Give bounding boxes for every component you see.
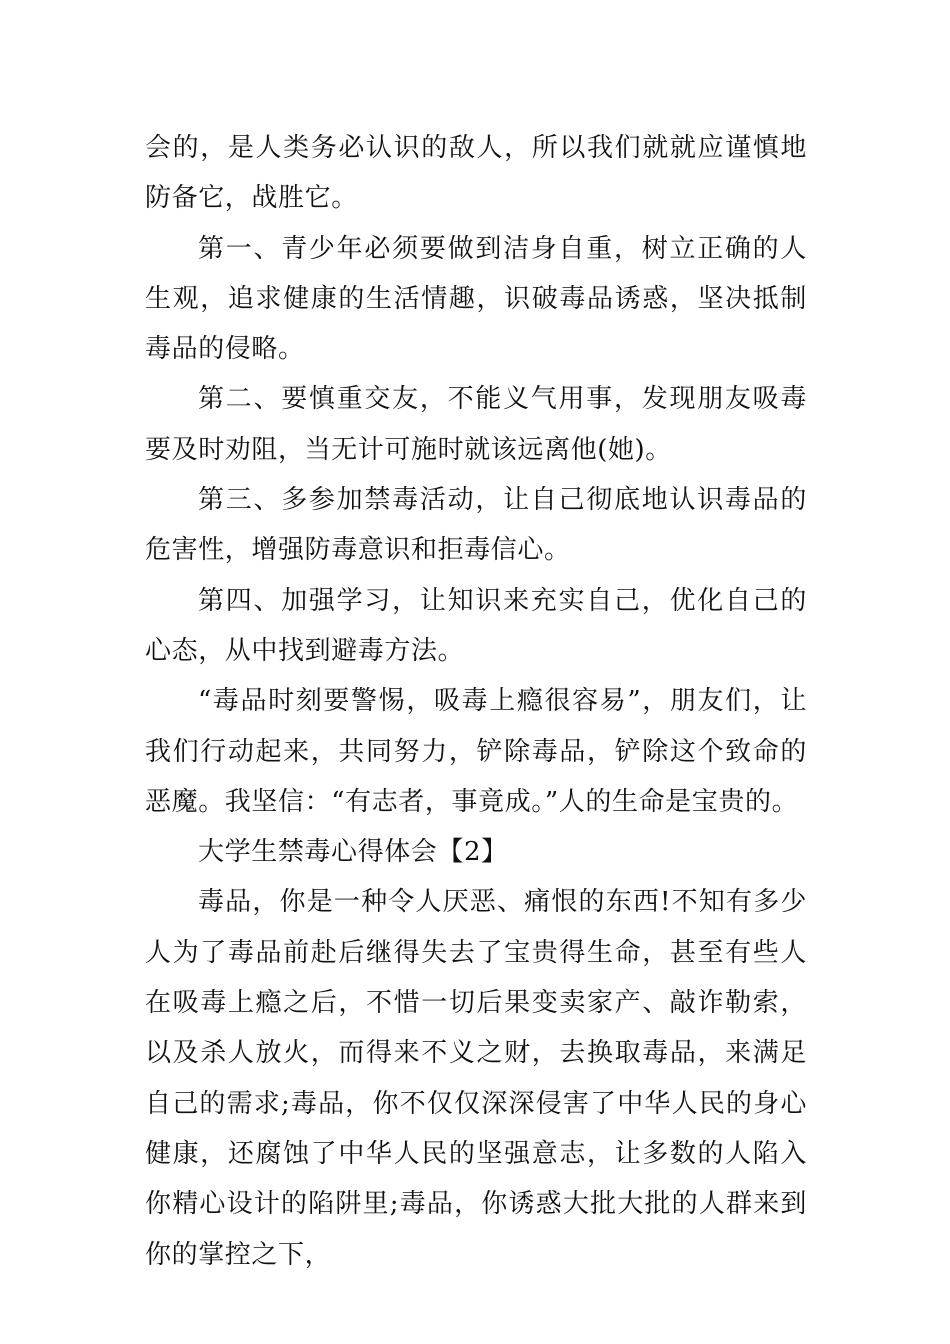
paragraph-point-three: 第三、多参加禁毒活动，让自己彻底地认识毒品的危害性，增强防毒意识和拒毒信心。: [145, 485, 807, 566]
paragraph-continuation: 会的，是人类务必认识的敌人，所以我们就就应谨慎地防备它，战胜它。: [145, 133, 807, 214]
section-heading: 大学生禁毒心得体会【2】: [198, 837, 508, 868]
paragraph-point-one: 第一、青少年必须要做到洁身自重，树立正确的人生观，追求健康的生活情趣，识破毒品诱惑，坚决抵制毒品的侵略。: [145, 233, 807, 365]
paragraph-section-two-body: 毒品，你是一种令人厌恶、痛恨的东西!不知有多少人为了毒品前赴后继得失去了宝贵得生命，甚至有些人在吸毒上瘾之后，不惜一切后果变卖家产、敲诈勒索，以及杀人放火，而得来不义之财，去换取毒品，来满足自己的需求;毒品，你不仅仅深深侵害了中华人民的身心健康，还腐蚀了中华人民的坚强意志，让多数的人陷入你精心设计的陷阱里;毒品，你诱惑大批大批的人群来到你的掌控之下，: [145, 887, 807, 1270]
paragraph-point-two: 第二、要慎重交友，不能义气用事，发现朋友吸毒要及时劝阻，当无计可施时就该远离他(她)。: [145, 384, 807, 465]
paragraph-point-four: 第四、加强学习，让知识来充实自己，优化自己的心态，从中找到避毒方法。: [145, 585, 807, 666]
paragraph-conclusion: “毒品时刻要警惕，吸毒上瘾很容易”，朋友们，让我们行动起来，共同努力，铲除毒品，铲除这个致命的恶魔。我坚信：“有志者，事竟成。”人的生命是宝贵的。: [145, 686, 807, 817]
document-body: [145, 123, 807, 1280]
